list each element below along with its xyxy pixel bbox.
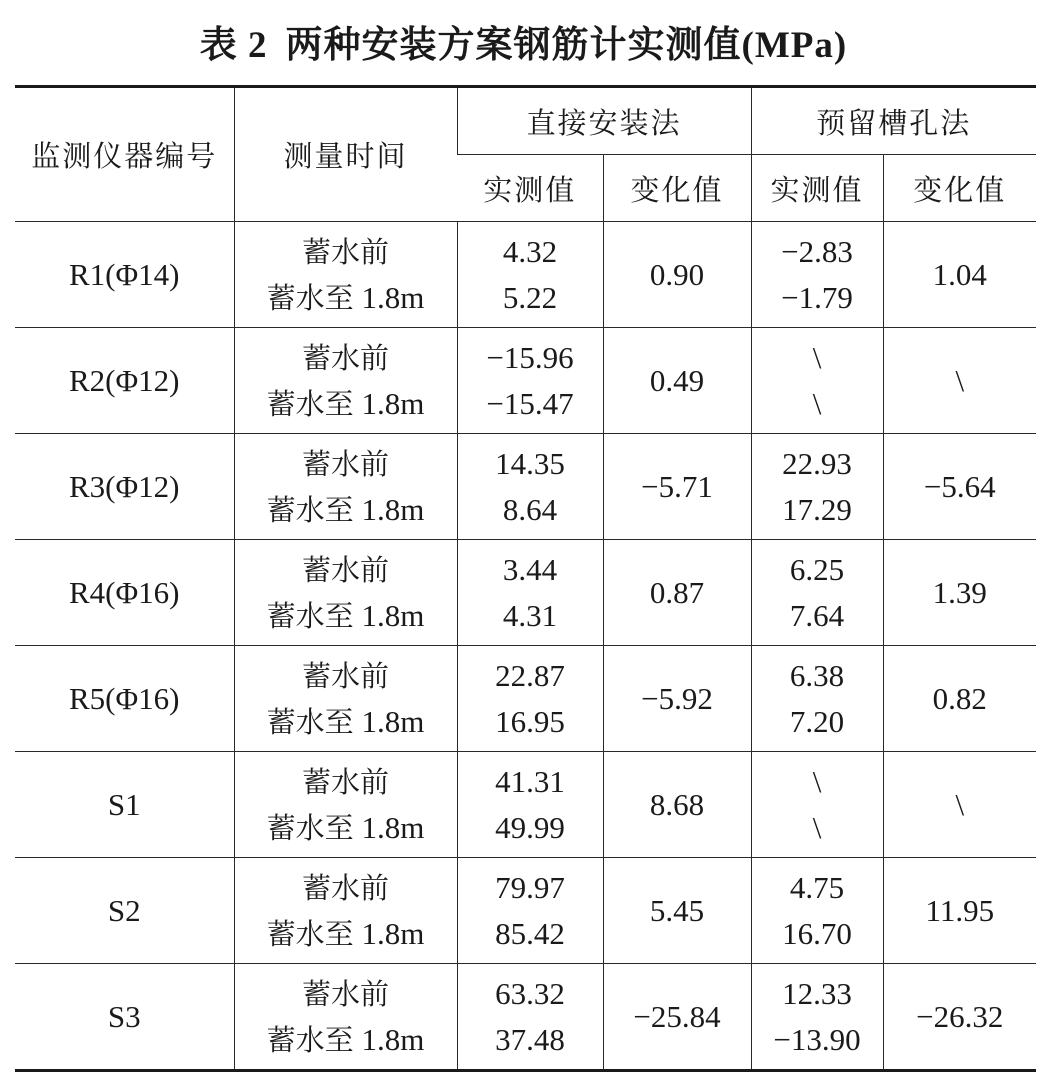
time-after-label: 蓄水至 bbox=[266, 810, 354, 845]
direct-measured-cell bbox=[457, 222, 603, 328]
direct-change-cell: −5.92 bbox=[603, 646, 751, 752]
header-reserved-change: 变化值 bbox=[883, 155, 1036, 222]
instrument-id: R1(Φ14) bbox=[69, 256, 180, 292]
measure-time-cell bbox=[234, 646, 457, 752]
reserved-measured-after: \ bbox=[812, 809, 822, 845]
measure-time-cell bbox=[234, 222, 457, 328]
time-after-label: 蓄水至 bbox=[266, 916, 354, 951]
time-after-label: 蓄水至 bbox=[266, 1022, 354, 1057]
time-after-level: 1.8m bbox=[361, 597, 425, 633]
time-after-level: 1.8m bbox=[361, 703, 425, 739]
reserved-change-cell: 1.39 bbox=[883, 540, 1036, 646]
time-after-label: 蓄水至 bbox=[266, 598, 354, 633]
instrument-id-cell bbox=[15, 646, 234, 752]
instrument-id: R3(Φ12) bbox=[69, 468, 180, 504]
reserved-measured-cell bbox=[751, 434, 883, 540]
reserved-measured-before: \ bbox=[812, 339, 822, 375]
direct-measured-cell bbox=[457, 540, 603, 646]
direct-measured-cell bbox=[457, 964, 603, 1071]
reserved-measured-before: 6.25 bbox=[789, 551, 845, 587]
direct-measured-before: 4.32 bbox=[502, 233, 558, 269]
direct-measured-before: 41.31 bbox=[495, 763, 565, 799]
reserved-measured-cell bbox=[751, 964, 883, 1071]
instrument-id-cell bbox=[15, 328, 234, 434]
reserved-measured-after: 17.29 bbox=[782, 491, 852, 527]
direct-measured-before: 14.35 bbox=[495, 445, 565, 481]
measure-time-cell bbox=[234, 328, 457, 434]
reserved-measured-before: 12.33 bbox=[782, 975, 852, 1011]
instrument-id-cell bbox=[15, 540, 234, 646]
time-before: 蓄水前 bbox=[301, 976, 389, 1011]
time-before: 蓄水前 bbox=[301, 446, 389, 481]
time-after-level: 1.8m bbox=[361, 491, 425, 527]
reserved-measured-before: −2.83 bbox=[781, 233, 853, 269]
table-row bbox=[15, 646, 1036, 752]
reserved-measured-before: 22.93 bbox=[782, 445, 852, 481]
reserved-change-cell: 11.95 bbox=[883, 858, 1036, 964]
table-number: 表 2 bbox=[199, 25, 268, 66]
reserved-measured-after: −1.79 bbox=[781, 279, 853, 315]
rebar-measurement-table bbox=[15, 85, 1036, 1072]
instrument-id: S2 bbox=[107, 892, 141, 928]
reserved-change-cell: \ bbox=[883, 328, 1036, 434]
direct-change-cell: 8.68 bbox=[603, 752, 751, 858]
direct-measured-before: −15.96 bbox=[486, 339, 574, 375]
measure-time-cell bbox=[234, 752, 457, 858]
measure-time-cell bbox=[234, 858, 457, 964]
instrument-id-cell bbox=[15, 752, 234, 858]
measure-time-cell bbox=[234, 964, 457, 1071]
reserved-measured-after: \ bbox=[812, 385, 822, 421]
direct-measured-before: 79.97 bbox=[495, 869, 565, 905]
reserved-measured-before: \ bbox=[812, 763, 822, 799]
direct-measured-before: 22.87 bbox=[495, 657, 565, 693]
time-before: 蓄水前 bbox=[301, 234, 389, 269]
time-after-label: 蓄水至 bbox=[266, 492, 354, 527]
reserved-measured-before: 4.75 bbox=[789, 869, 845, 905]
table-row bbox=[15, 858, 1036, 964]
table-row bbox=[15, 540, 1036, 646]
instrument-id: S3 bbox=[107, 998, 141, 1034]
time-after-label: 蓄水至 bbox=[266, 386, 354, 421]
time-before: 蓄水前 bbox=[301, 552, 389, 587]
time-before: 蓄水前 bbox=[301, 658, 389, 693]
table-title: 两种安装方案钢筋计实测值 bbox=[285, 23, 742, 66]
direct-measured-cell bbox=[457, 858, 603, 964]
table-row bbox=[15, 222, 1036, 328]
instrument-id: R5(Φ16) bbox=[69, 680, 180, 716]
instrument-id-cell bbox=[15, 222, 234, 328]
table-body bbox=[15, 222, 1036, 1071]
table-unit: (MPa) bbox=[741, 25, 848, 66]
direct-change-cell: 0.49 bbox=[603, 328, 751, 434]
header-reserved-measured: 实测值 bbox=[751, 155, 883, 222]
reserved-measured-after: 16.70 bbox=[782, 915, 852, 951]
header-measure-time: 测量时间 bbox=[234, 87, 457, 222]
direct-change-cell: −25.84 bbox=[603, 964, 751, 1071]
direct-measured-after: −15.47 bbox=[486, 385, 574, 421]
reserved-change-cell: 1.04 bbox=[883, 222, 1036, 328]
reserved-measured-cell bbox=[751, 540, 883, 646]
time-after-level: 1.8m bbox=[361, 809, 425, 845]
instrument-id: S1 bbox=[107, 786, 141, 822]
direct-measured-cell bbox=[457, 752, 603, 858]
reserved-change-cell: −5.64 bbox=[883, 434, 1036, 540]
table-row bbox=[15, 752, 1036, 858]
time-after-level: 1.8m bbox=[361, 1021, 425, 1057]
reserved-measured-cell bbox=[751, 752, 883, 858]
measure-time-cell bbox=[234, 540, 457, 646]
table-caption bbox=[0, 14, 1047, 68]
direct-measured-cell bbox=[457, 434, 603, 540]
direct-measured-after: 49.99 bbox=[495, 809, 565, 845]
time-before: 蓄水前 bbox=[301, 340, 389, 375]
time-before: 蓄水前 bbox=[301, 870, 389, 905]
reserved-measured-after: 7.20 bbox=[789, 703, 845, 739]
direct-measured-cell bbox=[457, 646, 603, 752]
direct-measured-before: 3.44 bbox=[502, 551, 558, 587]
instrument-id-cell bbox=[15, 964, 234, 1071]
direct-change-cell: −5.71 bbox=[603, 434, 751, 540]
instrument-id: R4(Φ16) bbox=[69, 574, 180, 610]
reserved-measured-cell bbox=[751, 646, 883, 752]
direct-measured-after: 4.31 bbox=[502, 597, 558, 633]
direct-measured-after: 16.95 bbox=[495, 703, 565, 739]
time-after-level: 1.8m bbox=[361, 385, 425, 421]
time-after-level: 1.8m bbox=[361, 915, 425, 951]
header-direct-change: 变化值 bbox=[603, 155, 751, 222]
table-row bbox=[15, 964, 1036, 1071]
time-after-label: 蓄水至 bbox=[266, 704, 354, 739]
header-instrument-id: 监测仪器编号 bbox=[15, 87, 234, 222]
header-direct-measured: 实测值 bbox=[457, 155, 603, 222]
direct-measured-before: 63.32 bbox=[495, 975, 565, 1011]
time-after-level: 1.8m bbox=[361, 279, 425, 315]
instrument-id: R2(Φ12) bbox=[69, 362, 180, 398]
table-row bbox=[15, 328, 1036, 434]
reserved-measured-cell bbox=[751, 858, 883, 964]
reserved-measured-after: −13.90 bbox=[773, 1021, 861, 1057]
time-after-label: 蓄水至 bbox=[266, 280, 354, 315]
reserved-measured-cell bbox=[751, 328, 883, 434]
direct-measured-cell bbox=[457, 328, 603, 434]
reserved-change-cell: −26.32 bbox=[883, 964, 1036, 1071]
instrument-id-cell bbox=[15, 858, 234, 964]
header-reserved-slot: 预留槽孔法 bbox=[751, 87, 1036, 155]
direct-change-cell: 0.90 bbox=[603, 222, 751, 328]
reserved-change-cell: \ bbox=[883, 752, 1036, 858]
direct-measured-after: 8.64 bbox=[502, 491, 558, 527]
reserved-change-cell: 0.82 bbox=[883, 646, 1036, 752]
direct-measured-after: 5.22 bbox=[502, 279, 558, 315]
time-before: 蓄水前 bbox=[301, 764, 389, 799]
direct-measured-after: 85.42 bbox=[495, 915, 565, 951]
reserved-measured-before: 6.38 bbox=[789, 657, 845, 693]
reserved-measured-after: 7.64 bbox=[789, 597, 845, 633]
instrument-id-cell bbox=[15, 434, 234, 540]
header-direct-install: 直接安装法 bbox=[457, 87, 751, 155]
direct-change-cell: 5.45 bbox=[603, 858, 751, 964]
direct-measured-after: 37.48 bbox=[495, 1021, 565, 1057]
reserved-measured-cell bbox=[751, 222, 883, 328]
measure-time-cell bbox=[234, 434, 457, 540]
table-row bbox=[15, 434, 1036, 540]
direct-change-cell: 0.87 bbox=[603, 540, 751, 646]
